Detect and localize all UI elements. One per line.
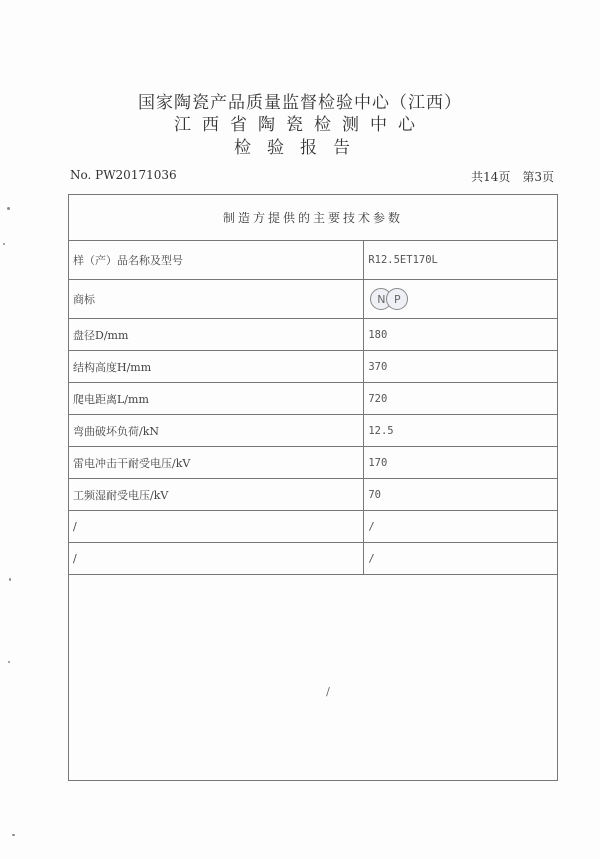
table-row [69, 511, 558, 543]
param-label: 爬电距离L/mm [69, 383, 364, 415]
param-value: 170 [364, 447, 558, 479]
param-label: 样（产）品名称及型号 [69, 241, 364, 280]
param-label: 弯曲破坏负荷/kN [69, 415, 364, 447]
page-info [471, 168, 554, 185]
trademark-logo [368, 286, 408, 312]
table-title: 制造方提供的主要技术参数 [69, 195, 558, 241]
table-row [69, 241, 558, 280]
param-label: 结构高度H/mm [69, 351, 364, 383]
table-row [69, 319, 558, 351]
center-name-provincial: 江西省陶瓷检测中心 [174, 115, 426, 135]
param-value: 180 [364, 319, 558, 351]
logo-ring-n: N [370, 288, 392, 310]
param-value: R12.5ET170L [364, 241, 558, 280]
param-value: / [364, 543, 558, 575]
scan-speck [8, 661, 10, 663]
logo-ring-p: P [386, 288, 408, 310]
report-title: 检验报告 [234, 138, 366, 158]
current-page: 第3页 [522, 170, 554, 184]
remarks-text: / [326, 685, 330, 698]
param-label: / [69, 511, 364, 543]
total-pages: 共14页 [471, 170, 511, 184]
param-value: / [364, 511, 558, 543]
table-row [69, 280, 558, 319]
param-value: 70 [364, 479, 558, 511]
param-value: 720 [364, 383, 558, 415]
trademark-cell [364, 280, 558, 319]
scan-speck [7, 207, 10, 210]
param-label: 商标 [69, 280, 364, 319]
scan-speck [12, 834, 15, 836]
table-row [69, 479, 558, 511]
param-value: 370 [364, 351, 558, 383]
table-row [69, 383, 558, 415]
param-value: 12.5 [364, 415, 558, 447]
param-label: 雷电冲击干耐受电压/kV [69, 447, 364, 479]
scan-speck [9, 578, 11, 581]
scan-speck [3, 243, 5, 245]
param-label: 盘径D/mm [69, 319, 364, 351]
table-row [69, 447, 558, 479]
technical-parameters-table [68, 194, 558, 781]
remarks-cell [69, 575, 558, 781]
param-label: / [69, 543, 364, 575]
table-row [69, 415, 558, 447]
table-row [69, 543, 558, 575]
table-row [69, 351, 558, 383]
report-number: No. PW20171036 [70, 168, 177, 182]
center-name-national: 国家陶瓷产品质量监督检验中心（江西） [138, 93, 462, 113]
param-label: 工频湿耐受电压/kV [69, 479, 364, 511]
